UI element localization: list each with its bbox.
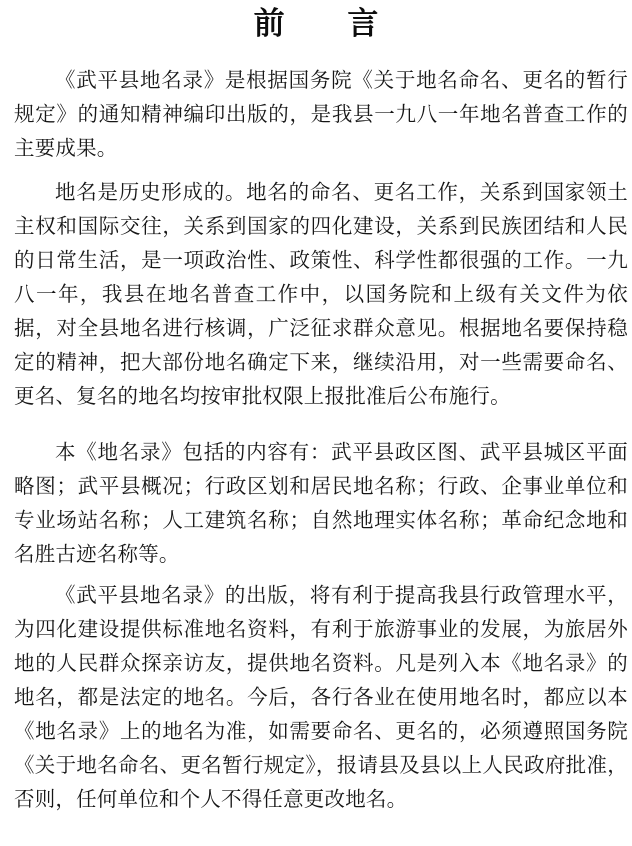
paragraph-3: 本《地名录》包括的内容有：武平县政区图、武平县城区平面略图；武平县概况；行政区划和居民地名称；行政、企事业单位和专业场站名称；人工建筑名称；自然地理实体名称；革命纪念地和名胜古迹名称等。 xyxy=(14,440,628,566)
paragraph-2: 地名是历史形成的。地名的命名、更名工作，关系到国家领土主权和国际交往，关系到国家的四化建设，关系到民族团结和人民的日常生活，是一项政治性、政策性、科学性都很强的工作。一九八一年，我县在地名普查工作中，以国务院和上级有关文件为依据，对全县地名进行核调，广泛征求群众意见。根据地名要保持稳定的精神，把大部份地名确定下来，继续沿用，对一些需要命名、更名、复名的地名均按审批权限上报批准后公布施行。 xyxy=(14,180,628,408)
paragraph-1: 《武平县地名录》是根据国务院《关于地名命名、更名的暂行规定》的通知精神编印出版的，是我县一九八一年地名普查工作的主要成果。 xyxy=(14,68,628,160)
page-title: 前 言 xyxy=(253,6,405,42)
paragraph-4: 《武平县地名录》的出版，将有利于提高我县行政管理水平，为四化建设提供标准地名资料，有利于旅游事业的发展，为旅居外地的人民群众探亲访友，提供地名资料。凡是列入本《地名录》的地名，都是法定的地名。今后，各行各业在使用地名时，都应以本《地名录》上的地名为准，如需要命名、更名的，必须遵照国务院《关于地名命名、更名暂行规定》，报请县及县以上人民政府批准，否则，任何单位和个人不得任意更改地名。 xyxy=(14,583,628,811)
